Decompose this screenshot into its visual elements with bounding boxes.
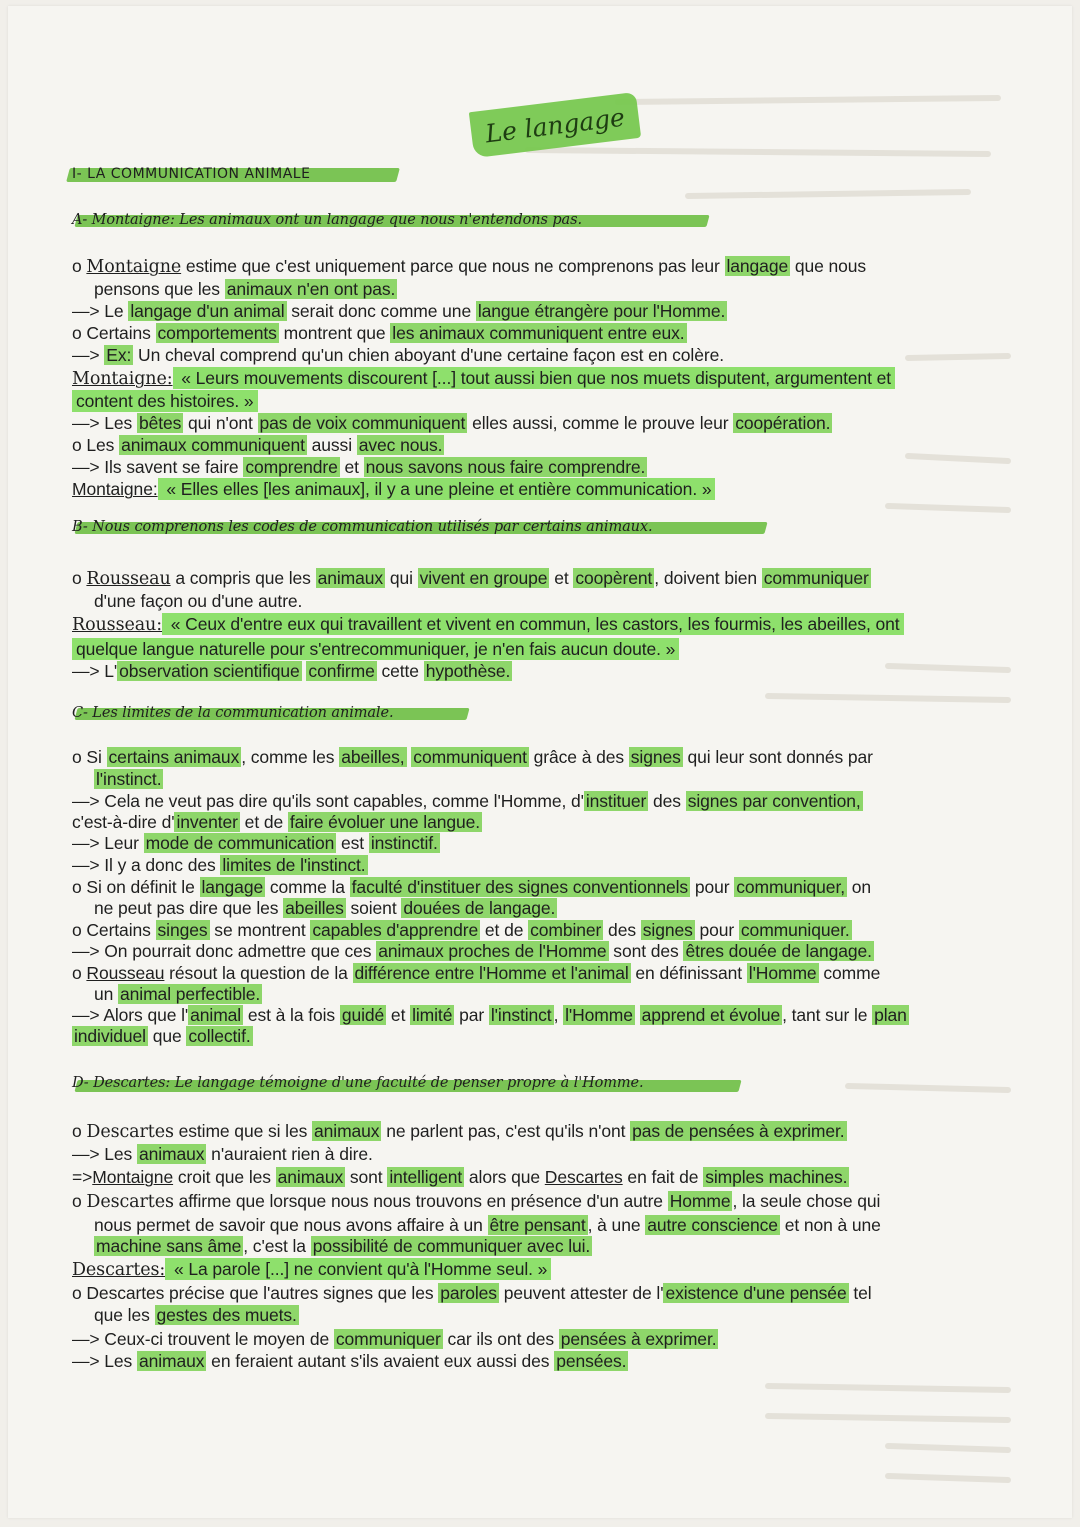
paragraph-line: —> Ils savent se faire comprendre et nous savons nous faire comprendre. [72,457,646,477]
paragraph-line: o Descartes affirme que lorsque nous nous trouvons en présence d'un autre Homme , la seule chose qui [72,1191,881,1212]
paragraph-line: machine sans âme , c'est la possibilité de communiquer avec lui. [96,1236,591,1256]
subsection-heading-c: C- Les limites de la communication animale. [72,705,394,721]
quote-line: Rousseau: « Ceux d'entre eux qui travaillent et vivent en commun, les castors, les fourmis, les abeilles, ont [72,613,904,636]
paragraph-line: o Descartes estime que si les animaux ne parlent pas, c'est qu'ils n'ont pas de pensées à exprimer. [72,1121,845,1142]
paragraph-line: nous permet de savoir que nous avons affaire à un être pensant , à une autre conscience et non à une [94,1215,881,1235]
paragraph-line: o Rousseau a compris que les animaux qui vivent en groupe et coopèrent , doivent bien communiquer [72,568,869,589]
subsection-heading-a: A- Montaigne: Les animaux ont un langage que nous n'entendons pas. [72,212,582,228]
paragraph-line: —> Cela ne veut pas dire qu'ils sont capables, comme l'Homme, d' instituer des signes par convention, [72,791,861,811]
paragraph-line: individuel que collectif. [74,1026,251,1046]
paragraph-line: —> Les bêtes qui n'ont pas de voix communiquent elles aussi, comme le prouve leur coopération. [72,413,831,433]
paragraph-line: ne peut pas dire que les abeilles soient douées de langage. [94,898,556,918]
paragraph-line: —> Les animaux n'auraient rien à dire. [72,1144,373,1164]
paragraph-line: pensons que les animaux n'en ont pas. [94,279,396,299]
paragraph-line: —> Alors que l' animal est à la fois guidé et limité par l'instinct , l'Homme apprend et évolue , tant sur le plan [72,1005,907,1025]
paragraph-line: —> Les animaux en feraient autant s'ils avaient eux aussi des pensées. [72,1351,627,1371]
paragraph-line: —> Le langage d'un animal serait donc comme une langue étrangère pour l'Homme. [72,301,726,321]
paragraph-line: un animal perfectible. [94,984,261,1004]
section-heading: I- LA COMMUNICATION ANIMALE [72,166,311,182]
subsection-heading-d: D- Descartes: Le langage témoigne d'une faculté de penser propre à l'Homme. [72,1075,644,1091]
paragraph-line: o Les animaux communiquent aussi avec nous. [72,435,443,455]
quote-line: Descartes: « La parole [...] ne convient qu'à l'Homme seul. » [72,1258,551,1281]
subsection-heading-b: B- Nous comprenons les codes de communication utilisés par certains animaux. [72,519,653,535]
quote-line: Montaigne: « Leurs mouvements discourent [...] tout aussi bien que nos muets disputent, argumentent et [72,367,895,390]
paragraph-line: o Descartes précise que l'autres signes que les paroles peuvent attester de l' existence d'une pensée tel [72,1283,872,1303]
paragraph-line: o Certains singes se montrent capables d'apprendre et de combiner des signes pour communiquer. [72,920,850,940]
paragraph-line: l'instinct. [96,769,162,789]
page-title: Le langage [469,92,641,158]
paragraph-line: =>Montaigne croit que les animaux sont intelligent alors que Descartes en fait de simples machines. [72,1167,848,1187]
paper-sheet [8,6,1072,1518]
paragraph-line: —> L' observation scientifique confirme cette hypothèse. [72,661,511,681]
paragraph-line: —> On pourrait donc admettre que ces animaux proches de l'Homme sont des êtres douée de langage. [72,941,872,961]
paragraph-line: o Si on définit le langage comme la faculté d'instituer des signes conventionnels pour communiquer, on [72,877,871,897]
paragraph-line: d'une façon ou d'une autre. [94,591,303,611]
paragraph-line: —> Il y a donc des limites de l'instinct. [72,855,366,875]
paragraph-line: c'est-à-dire d' inventer et de faire évoluer une langue. [72,812,481,832]
paragraph-line: o Rousseau résout la question de la différence entre l'Homme et l'animal en définissant l'Homme comme [72,963,881,983]
paragraph-line: o Si certains animaux , comme les abeilles, communiquent grâce à des signes qui leur sont donnés par [72,747,873,767]
quote-line: Montaigne: « Elles elles [les animaux], il y a une pleine et entière communication. » [72,478,715,500]
quote-line: content des histoires. » [72,390,258,412]
paragraph-line: o Certains comportements montrent que les animaux communiquent entre eux. [72,323,685,343]
paragraph-line: —> Ceux-ci trouvent le moyen de communiquer car ils ont des pensées à exprimer. [72,1329,717,1349]
paragraph-line: o Montaigne estime que c'est uniquement parce que nous ne comprenons pas leur langage que nous [72,256,867,277]
paragraph-line: —> Leur mode de communication est instinctif. [72,833,438,853]
paragraph-line: que les gestes des muets. [94,1305,297,1325]
paragraph-line: —> Ex: Un cheval comprend qu'un chien aboyant d'une certaine façon est en colère. [72,345,724,365]
quote-line: quelque langue naturelle pour s'entrecommuniquer, je n'en fais aucun doute. » [72,638,679,660]
